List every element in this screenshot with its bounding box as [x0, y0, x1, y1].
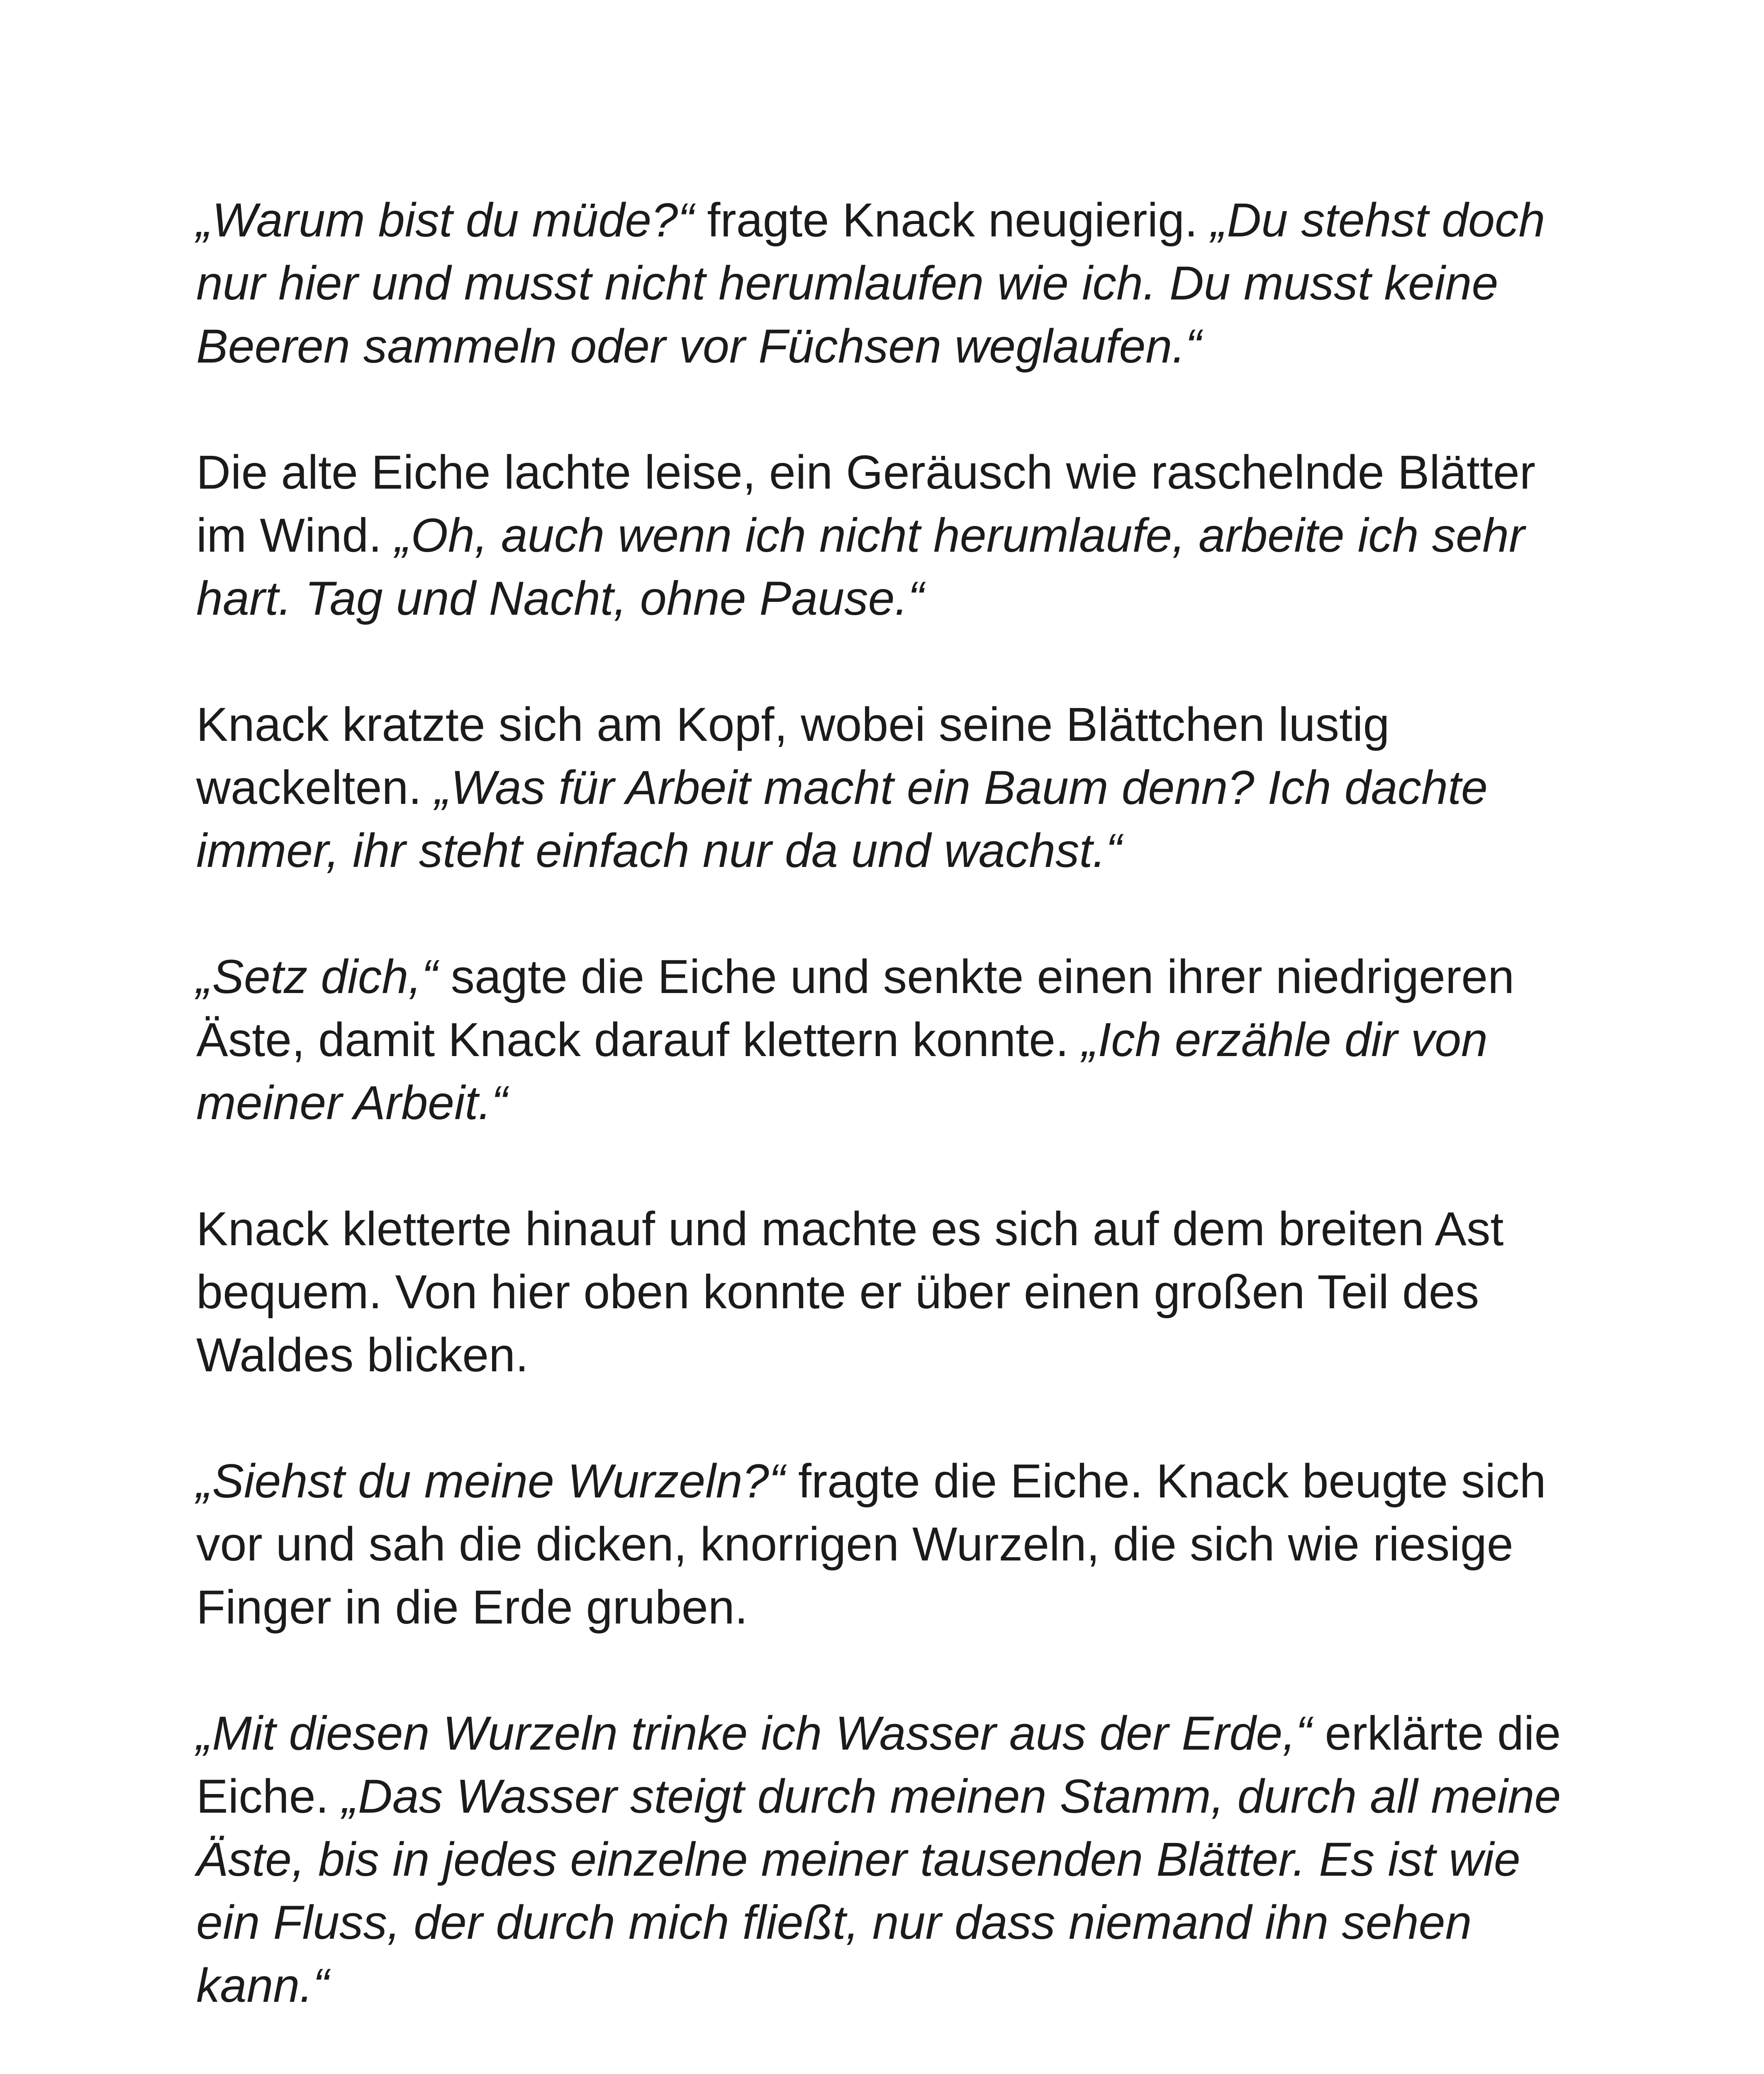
dialogue-text: „Oh, auch wenn ich nicht herumlaufe, arbeite ich sehr hart. Tag und Nacht, ohne Pause.“ [196, 509, 1525, 625]
paragraph [196, 189, 1582, 378]
paragraph [196, 1450, 1582, 1639]
dialogue-text: „Das Wasser steigt durch meinen Stamm, durch all meine Äste, bis in jedes einzelne meiner tausenden Blätter. Es ist wie ein Fluss, der durch mich fließt, nur dass niemand ihn sehen kann.“ [196, 1770, 1561, 2012]
dialogue-text: „Was für Arbeit macht ein Baum denn? Ich dachte immer, ihr steht einfach nur da und wachst.“ [196, 761, 1488, 877]
narration-text: Knack kratzte sich am Kopf, wobei seine Blättchen lustig wackelten. [196, 698, 1390, 814]
dialogue-text: „Du stehst doch nur hier und musst nicht herumlaufen wie ich. Du musst keine Beeren sammeln oder vor Füchsen weglaufen.“ [196, 194, 1545, 373]
narration-text: erklärte die Eiche. [196, 1707, 1561, 1823]
narration-text: sagte die Eiche und senkte einen ihrer niedrigeren Äste, damit Knack darauf klettern konnte. [196, 950, 1515, 1066]
story-text [196, 189, 1582, 2074]
paragraph [196, 441, 1582, 630]
narration-text: fragte die Eiche. Knack beugte sich vor und sah die dicken, knorrigen Wurzeln, die sich wie riesige Finger in die Erde gruben. [196, 1455, 1546, 1634]
narration-text: Die alte Eiche lachte leise, ein Geräusch wie raschelnde Blätter im Wind. [196, 446, 1536, 562]
dialogue-text: „Mit diesen Wurzeln trinke ich Wasser aus der Erde,“ [196, 1707, 1312, 1760]
paragraph [196, 693, 1582, 882]
dialogue-text: „Setz dich,“ [196, 950, 438, 1003]
narration-text: fragte Knack neugierig. [694, 194, 1211, 247]
dialogue-text: „Siehst du meine Wurzeln?“ [196, 1455, 785, 1508]
dialogue-text: „Warum bist du müde?“ [196, 194, 694, 247]
paragraph [196, 1198, 1582, 1387]
paragraph [196, 1702, 1582, 2017]
narration-text: Knack kletterte hinauf und machte es sich auf dem breiten Ast bequem. Von hier oben konnte er über einen großen Teil des Waldes blicken. [196, 1203, 1504, 1382]
dialogue-text: „Ich erzähle dir von meiner Arbeit.“ [196, 1013, 1488, 1130]
paragraph [196, 945, 1582, 1134]
